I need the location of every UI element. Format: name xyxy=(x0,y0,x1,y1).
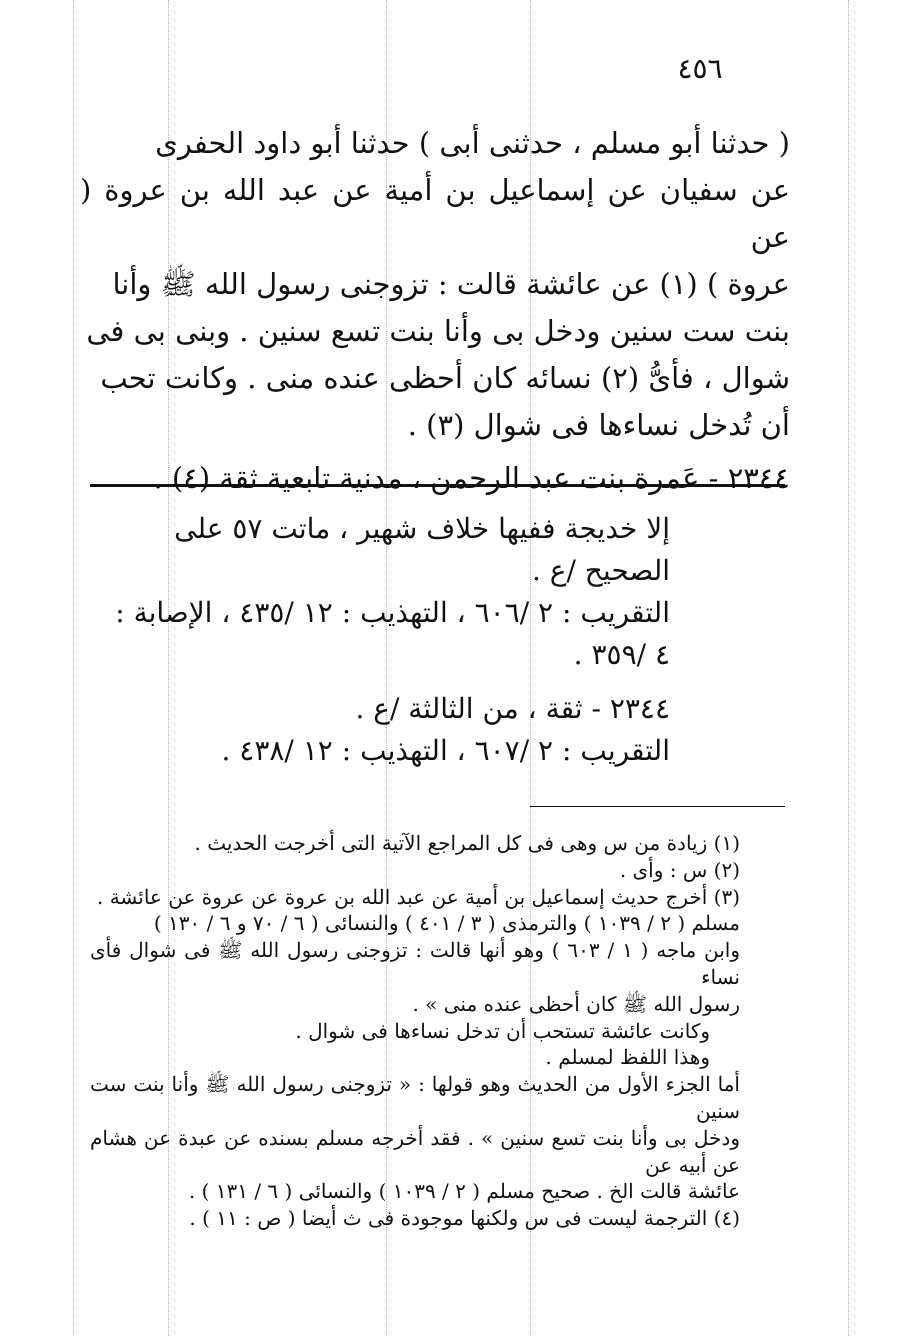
commentary-line: التقريب : ٢ /٦٠٦ ، التهذيب : ١٢ /٤٣٥ ، الإصابة : xyxy=(115,596,670,629)
main-line: بنت ست سنين ودخل بى وأنا بنت تسع سنين . وبنى بى فى xyxy=(86,314,790,348)
scan-guide-line xyxy=(73,0,74,1336)
footnote-3-line: وابن ماجه ( ١ / ٦٠٣ ) وهو أنها قالت : تزوجنى رسول الله ﷺ فى شوال فأى نساء xyxy=(90,938,741,989)
footnote-3-line: أما الجزء الأول من الحديث وهو قولها : « تزوجنى رسول الله ﷺ وأنا بنت ست سنين xyxy=(90,1072,740,1123)
footnote-3-line: رسول الله ﷺ كان أحظى عنده منى » . xyxy=(412,991,740,1016)
footnotes-block xyxy=(90,830,740,1232)
main-line: عن سفيان عن إسماعيل بن أمية عن عبد الله بن عروة ( عن xyxy=(80,173,790,254)
footnote-divider xyxy=(530,806,785,807)
main-text-block xyxy=(80,120,790,502)
footnote-3-line: عائشة قالت الخ . صحيح مسلم ( ٢ / ١٠٣٩ ) والنسائى ( ٦ / ١٣١ ) . xyxy=(188,1179,740,1204)
footnote-3-line: مسلم ( ٢ / ١٠٣٩ ) والترمذى ( ٣ / ٤٠١ ) والنسائى ( ٦ / ٧٠ و ٦ / ١٣٠ ) xyxy=(153,911,740,936)
page-number: ٤٥٦ xyxy=(677,52,723,85)
footnote-3-line: ودخل بى وأنا بنت تسع سنين » . فقد أخرجه مسلم بسنده عن عبدة عن هشام عن أبيه عن xyxy=(90,1125,740,1177)
footnote-3-line: وكانت عائشة تستحب أن تدخل نساءها فى شوال . xyxy=(295,1018,710,1043)
main-line: عروة ) (١) عن عائشة قالت : تزوجنى رسول الله ﷺ وأنا xyxy=(112,267,790,301)
footnote-2: (٢) س : وأى . xyxy=(619,857,740,882)
narrator-entry: ٢٣٤٤ - عَمرة بنت عبد الرحمن ، مدنية تابعية ثقة (٤) . xyxy=(153,461,790,495)
commentary-block xyxy=(80,508,670,772)
scan-guide-line xyxy=(848,0,849,1336)
footnote-1: (١) زيادة من س وهى فى كل المراجع الآتية التى أخرجت الحديث . xyxy=(194,831,740,855)
main-line: ( حدثنا أبو مسلم ، حدثنى أبى ) حدثنا أبو داود الحفرى xyxy=(155,126,790,160)
main-line: شوال ، فأىُّ (٢) نسائه كان أحظى عنده منى . وكانت تحب xyxy=(100,361,790,395)
footnote-3-line: وهذا اللفظ لمسلم . xyxy=(545,1045,710,1070)
main-line: أن تُدخل نساءها فى شوال (٣) . xyxy=(407,408,790,442)
commentary-line: ٤ /٣٥٩ . xyxy=(573,638,670,671)
commentary-line: إلا خديجة ففيها خلاف شهير ، ماتت ٥٧ على xyxy=(174,512,670,545)
section-divider xyxy=(90,484,785,487)
footnote-3-line: (٣) أخرج حديث إسماعيل بن أمية عن عبد الله بن عروة عن عروة عن عائشة . xyxy=(96,884,740,909)
commentary-entry: ٢٣٤٤ - ثقة ، من الثالثة /ع . xyxy=(355,692,670,725)
footnote-4: (٤) الترجمة ليست فى س ولكنها موجودة فى ث أيضا ( ص : ١١ ) . xyxy=(189,1206,740,1231)
commentary-line: الصحيح /ع . xyxy=(531,554,670,587)
commentary-entry-ref: التقريب : ٢ /٦٠٧ ، التهذيب : ١٢ /٤٣٨ . xyxy=(221,734,670,767)
